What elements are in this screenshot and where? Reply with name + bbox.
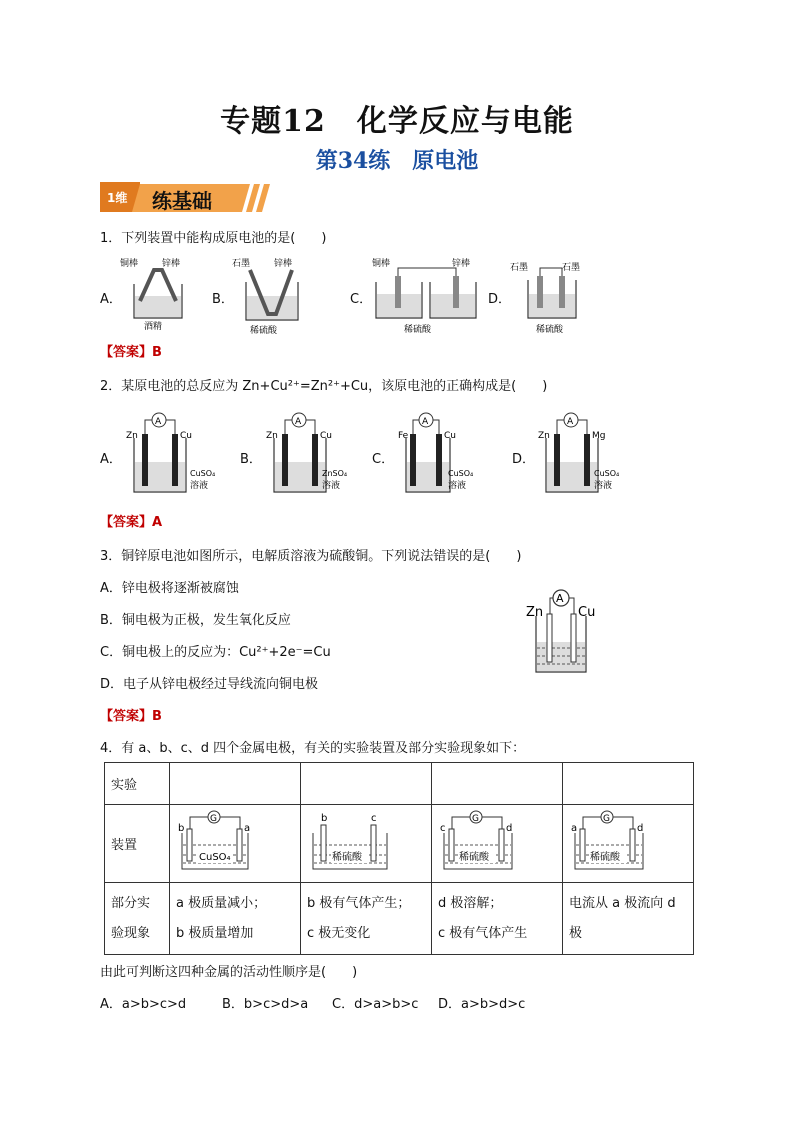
q2-stem: 2．某原电池的总反应为 Zn+Cu²⁺=Zn²⁺+Cu，该原电池的正确构成是( ) [100, 379, 548, 394]
q4-phenomenon-4: 电流从 a 极流向 d 极 [563, 883, 694, 955]
q1d-solution: 稀硫酸 [536, 325, 564, 335]
q1b-solution: 稀硫酸 [250, 326, 278, 336]
q2a-meter: A [155, 417, 162, 427]
q1c-left-label: 铜棒 [372, 259, 391, 269]
q2a-sol2: 溶液 [190, 481, 209, 491]
q4-device-3 [432, 805, 563, 883]
q3-option-a: A．锌电极将逐渐被腐蚀 [100, 581, 239, 596]
q2a-right: Cu [180, 431, 192, 441]
svg-text:b: b [178, 822, 185, 834]
q2c-sol1: CuSO₄ [448, 469, 474, 478]
q2b-sol2: 溶液 [322, 481, 341, 491]
svg-text:G: G [603, 813, 610, 824]
q4-option-c: C．d>a>b>c [332, 997, 419, 1012]
q1-option-d: D． [488, 292, 512, 307]
q2d-right: Mg [592, 431, 606, 441]
q4-option-a: A．a>b>c>d [100, 997, 187, 1012]
q2d-meter: A [567, 417, 574, 427]
q1a-left-label: 铜棒 [120, 259, 139, 269]
svg-text:c: c [440, 822, 446, 834]
section-badge: 1维 [107, 191, 128, 205]
q2c-right: Cu [444, 431, 456, 441]
q1b-right-label: 锌棒 [274, 259, 293, 269]
q2-option-a: A． [100, 452, 122, 467]
q2c-meter: A [422, 417, 429, 427]
q1d-right-label: 石墨 [562, 263, 581, 273]
q2-option-d: D． [512, 452, 536, 467]
q2-option-b: B． [240, 452, 262, 467]
page-title: 专题12 化学反应与电能 [220, 104, 574, 139]
q2-diagram-b [262, 408, 362, 498]
svg-text:G: G [472, 813, 479, 824]
q4-row-label-device: 装置 [105, 805, 170, 883]
q1a-right-label: 锌棒 [162, 259, 181, 269]
q4-option-d: D．a>b>d>c [438, 997, 526, 1012]
q2a-sol1: CuSO₄ [190, 469, 216, 478]
svg-text:b: b [321, 812, 328, 824]
q3-option-b: B．铜电极为正极，发生氧化反应 [100, 613, 291, 628]
q2-option-c: C． [372, 452, 395, 467]
q3-answer: 【答案】B [100, 709, 162, 724]
q2b-left: Zn [266, 431, 278, 441]
q2c-left: Fe [398, 431, 409, 441]
svg-text:d: d [637, 822, 644, 834]
svg-text:d: d [506, 822, 513, 834]
q2d-sol1: CuSO₄ [594, 469, 620, 478]
q4-row-label-phenomenon: 部分实 验现象 [105, 883, 170, 955]
q4-phenomenon-1: a 极质量减小； b 极质量增加 [170, 883, 301, 955]
q1-answer: 【答案】B [100, 345, 162, 360]
q2d-left: Zn [538, 431, 550, 441]
svg-text:G: G [210, 813, 217, 824]
section-banner [100, 180, 280, 216]
svg-text:稀硫酸: 稀硫酸 [590, 851, 620, 863]
q4-phenomenon-2: b 极有气体产生； c 极无变化 [301, 883, 432, 955]
svg-text:c: c [371, 812, 377, 824]
q2a-left: Zn [126, 431, 138, 441]
q1-option-c: C． [350, 292, 373, 307]
q2b-sol1: ZnSO₄ [322, 469, 348, 478]
q2b-meter: A [295, 417, 302, 427]
svg-text:稀硫酸: 稀硫酸 [332, 851, 362, 863]
q2b-right: Cu [320, 431, 332, 441]
page-subtitle: 第34练 原电池 [315, 148, 479, 174]
svg-text:a: a [244, 822, 251, 834]
q3-stem: 3．铜锌原电池如图所示，电解质溶液为硫酸铜。下列说法错误的是( ) [100, 549, 522, 564]
q3-right: Cu [578, 605, 596, 620]
q2-diagram-c [396, 408, 496, 498]
q2-answer: 【答案】A [100, 515, 163, 530]
q1-stem: 1．下列装置中能构成原电池的是( ) [100, 231, 327, 246]
q1c-solution: 稀硫酸 [404, 325, 432, 335]
q1-diagram-c [368, 256, 488, 336]
q4-device-4 [563, 805, 694, 883]
q2-diagram-a [122, 408, 222, 498]
q3-left: Zn [526, 605, 544, 620]
section-label: 练基础 [152, 189, 212, 213]
q1c-right-label: 锌棒 [452, 259, 471, 269]
q1-diagram-d [508, 256, 598, 336]
q4-row-label-experiment: 实验 [105, 763, 170, 805]
q2c-sol2: 溶液 [448, 481, 467, 491]
q4-conclusion: 由此可判断这四种金属的活动性顺序是( ) [100, 965, 358, 980]
q3-meter: A [556, 592, 564, 605]
q1a-solution: 酒精 [144, 322, 163, 331]
svg-text:a: a [571, 822, 578, 834]
q4-device-1 [170, 805, 301, 883]
svg-text:CuSO₄: CuSO₄ [199, 851, 231, 863]
q3-diagram [522, 586, 612, 676]
q1-option-b: B． [212, 292, 234, 307]
q1-diagram-b [228, 256, 318, 336]
q4-device-2 [301, 805, 432, 883]
q1-option-a: A． [100, 292, 122, 307]
q2-diagram-d [534, 408, 634, 498]
svg-text:稀硫酸: 稀硫酸 [459, 851, 489, 863]
q1-diagram-a [118, 256, 198, 331]
q3-option-c: C．铜电极上的反应为：Cu²⁺+2e⁻=Cu [100, 645, 331, 660]
q1b-left-label: 石墨 [232, 259, 251, 269]
q4-stem: 4．有 a、b、c、d 四个金属电极，有关的实验装置及部分实验现象如下： [100, 741, 526, 756]
q2d-sol2: 溶液 [594, 481, 613, 491]
q1d-left-label: 石墨 [510, 263, 529, 273]
q4-table [104, 762, 694, 955]
q4-option-b: B．b>c>d>a [222, 997, 309, 1012]
q4-phenomenon-3: d 极溶解； c 极有气体产生 [432, 883, 563, 955]
q3-option-d: D．电子从锌电极经过导线流向铜电极 [100, 677, 319, 692]
